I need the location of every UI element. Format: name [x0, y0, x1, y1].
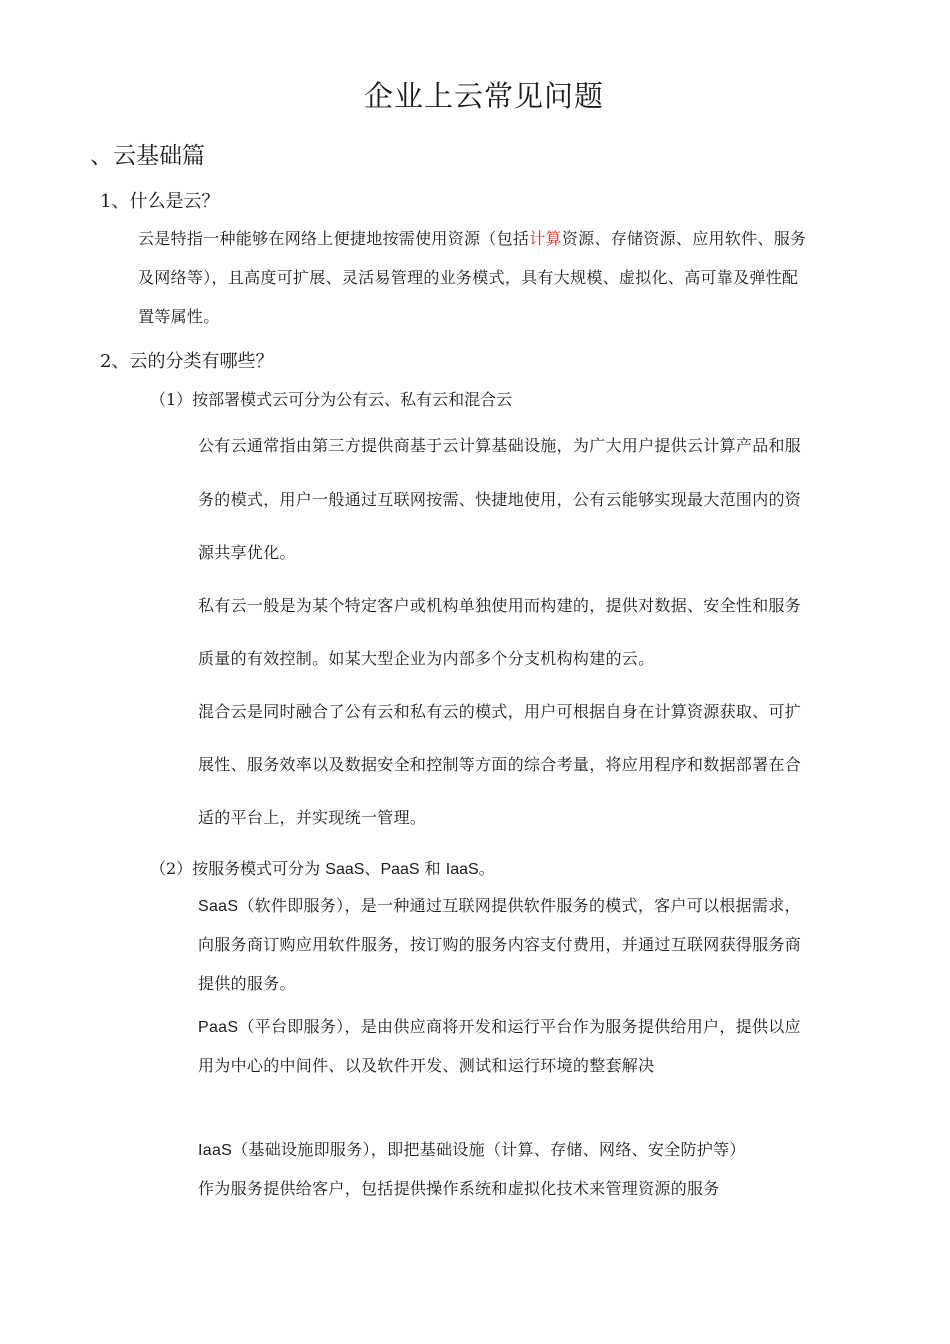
service-heading-sep: 、: [364, 859, 381, 878]
public-cloud-line-2: 务的模式，用户一般通过互联网按需、快捷地使用，公有云能够实现最大范围内的资: [198, 490, 802, 509]
q1-heading: 1、什么是云？: [100, 191, 220, 212]
paas-line-1-text: （平台即服务），是由供应商将开发和运行平台作为服务提供给用户，提供以应: [238, 1017, 801, 1036]
iaas-line-1: [198, 1137, 746, 1160]
iaas-line-1-text: （基础设施即服务），即把基础设施（计算、存储、网络、安全防护等）: [232, 1140, 746, 1159]
deploy-heading: （1）按部署模式云可分为公有云、私有云和混合云: [150, 390, 513, 409]
paas-term: PaaS: [380, 861, 420, 878]
q2-heading: 2、云的分类有哪些？: [100, 351, 274, 372]
saas-term: SaaS: [325, 861, 365, 878]
highlight-term: 计算: [529, 229, 562, 248]
private-cloud-line-1: 私有云一般是为某个特定客户或机构单独使用而构建的，提供对数据、安全性和服务: [198, 596, 802, 615]
q1-line-1-tail: 资源、存储资源、应用软件、服务: [561, 229, 807, 248]
paas-label: PaaS: [198, 1019, 239, 1036]
service-heading-end: 。: [478, 859, 495, 878]
paas-line-1: [198, 1014, 801, 1037]
private-cloud-line-2: 质量的有效控制。如某大型企业为内部多个分支机构构建的云。: [198, 649, 655, 668]
page-title: 企业上云常见问题: [363, 79, 604, 113]
section-heading: 、云基础篇: [90, 143, 205, 169]
service-heading-and: 和: [419, 859, 446, 878]
q1-line-3: 置等属性。: [138, 307, 220, 326]
service-heading: [150, 856, 495, 879]
saas-label: SaaS: [198, 898, 239, 915]
iaas-term: IaaS: [445, 861, 479, 878]
saas-line-1-text: （软件即服务），是一种通过互联网提供软件服务的模式，客户可以根据需求，: [238, 896, 801, 915]
saas-line-2: 向服务商订购应用软件服务，按订购的服务内容支付费用，并通过互联网获得服务商: [198, 935, 802, 954]
public-cloud-line-3: 源共享优化。: [198, 543, 296, 562]
hybrid-cloud-line-1: 混合云是同时融合了公有云和私有云的模式，用户可根据自身在计算资源获取、可扩: [198, 702, 802, 721]
hybrid-cloud-line-2: 展性、服务效率以及数据安全和控制等方面的综合考量，将应用程序和数据部署在合: [198, 755, 802, 774]
saas-line-1: [198, 893, 801, 916]
hybrid-cloud-line-3: 适的平台上，并实现统一管理。: [198, 808, 427, 827]
iaas-label: IaaS: [198, 1142, 233, 1159]
public-cloud-line-1: 公有云通常指由第三方提供商基于云计算基础设施，为广大用户提供云计算产品和服: [198, 436, 802, 455]
saas-line-3: 提供的服务。: [198, 974, 296, 993]
q1-line-1: [138, 226, 806, 249]
q1-line-2: 及网络等），且高度可扩展、灵活易管理的业务模式，具有大规模、虚拟化、高可靠及弹性配: [138, 268, 799, 287]
q1-line-1-text: 云是特指一种能够在网络上便捷地按需使用资源（包括: [138, 229, 530, 248]
paas-line-2: 用为中心的中间件、以及软件开发、测试和运行环境的整套解决: [198, 1056, 655, 1075]
service-heading-text: （2）按服务模式可分为: [150, 859, 326, 878]
iaas-line-2: 作为服务提供给客户，包括提供操作系统和虚拟化技术来管理资源的服务: [198, 1179, 720, 1198]
